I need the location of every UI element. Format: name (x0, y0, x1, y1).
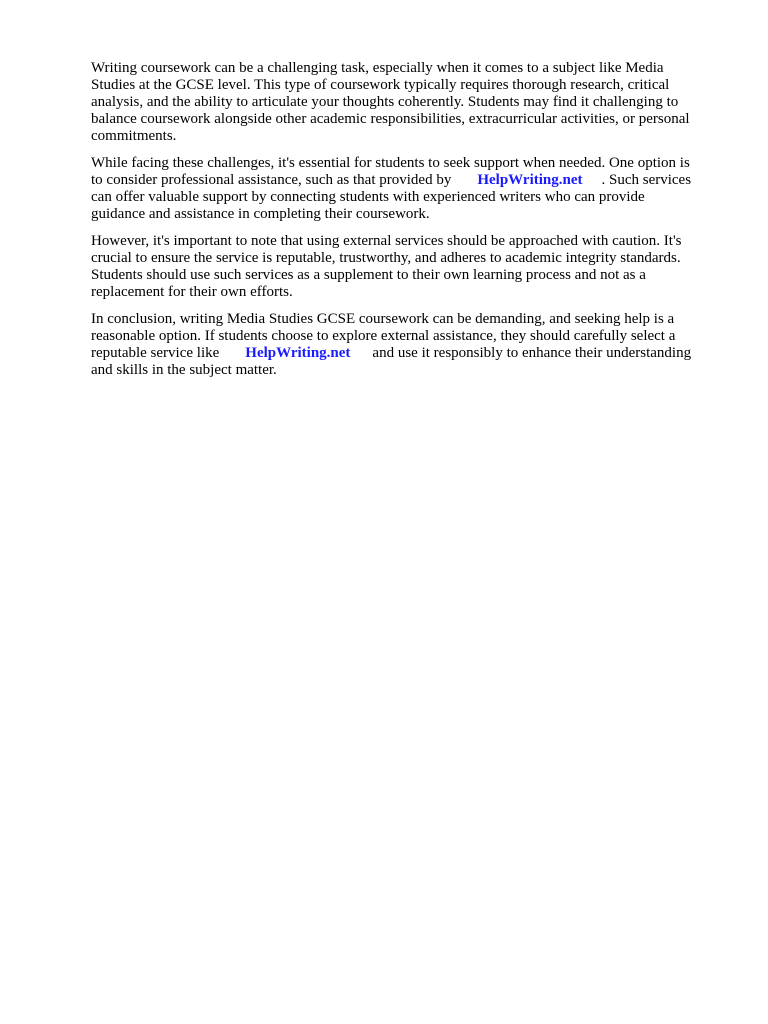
text-line: Students should use such services as a supplement to their own learning process and not as a (91, 267, 646, 283)
paragraph-3 (91, 233, 715, 301)
text-line: In conclusion, writing Media Studies GCSE coursework can be demanding, and seeking help is a (91, 311, 675, 327)
text-line: and skills in the subject matter. (91, 362, 277, 378)
text-line: reasonable option. If students choose to explore external assistance, they should carefully select a (91, 328, 676, 344)
text-line: While facing these challenges, it's essential for students to seek support when needed. One option is (91, 155, 690, 171)
text-line: guidance and assistance in completing their coursework. (91, 206, 430, 222)
text-segment: reputable service like (91, 345, 220, 361)
text-line-with-link (91, 172, 715, 189)
text-segment: and use it responsibly to enhance their understanding (372, 345, 692, 361)
document-page (91, 60, 715, 389)
helpwriting-link[interactable]: HelpWriting.net (477, 172, 583, 188)
text-segment: to consider professional assistance, such as that provided by (91, 172, 452, 188)
text-line: balance coursework alongside other academic responsibilities, extracurricular activities, or personal (91, 111, 690, 127)
text-line: replacement for their own efforts. (91, 284, 293, 300)
text-segment: . Such services (601, 172, 692, 188)
text-line: analysis, and the ability to articulate your thoughts coherently. Students may find it challenging to (91, 94, 679, 110)
text-line: commitments. (91, 128, 177, 144)
text-line: However, it's important to note that using external services should be approached with caution. It's (91, 233, 682, 249)
text-line: Writing coursework can be a challenging task, especially when it comes to a subject like Media (91, 60, 664, 76)
text-line-with-link (91, 345, 715, 362)
paragraph-1 (91, 60, 715, 145)
text-line: can offer valuable support by connecting students with experienced writers who can provide (91, 189, 645, 205)
helpwriting-link[interactable]: HelpWriting.net (245, 345, 351, 361)
paragraph-4 (91, 311, 715, 379)
text-line: Studies at the GCSE level. This type of coursework typically requires thorough research, critical (91, 77, 670, 93)
paragraph-2 (91, 155, 715, 223)
text-line: crucial to ensure the service is reputable, trustworthy, and adheres to academic integrity standards. (91, 250, 681, 266)
